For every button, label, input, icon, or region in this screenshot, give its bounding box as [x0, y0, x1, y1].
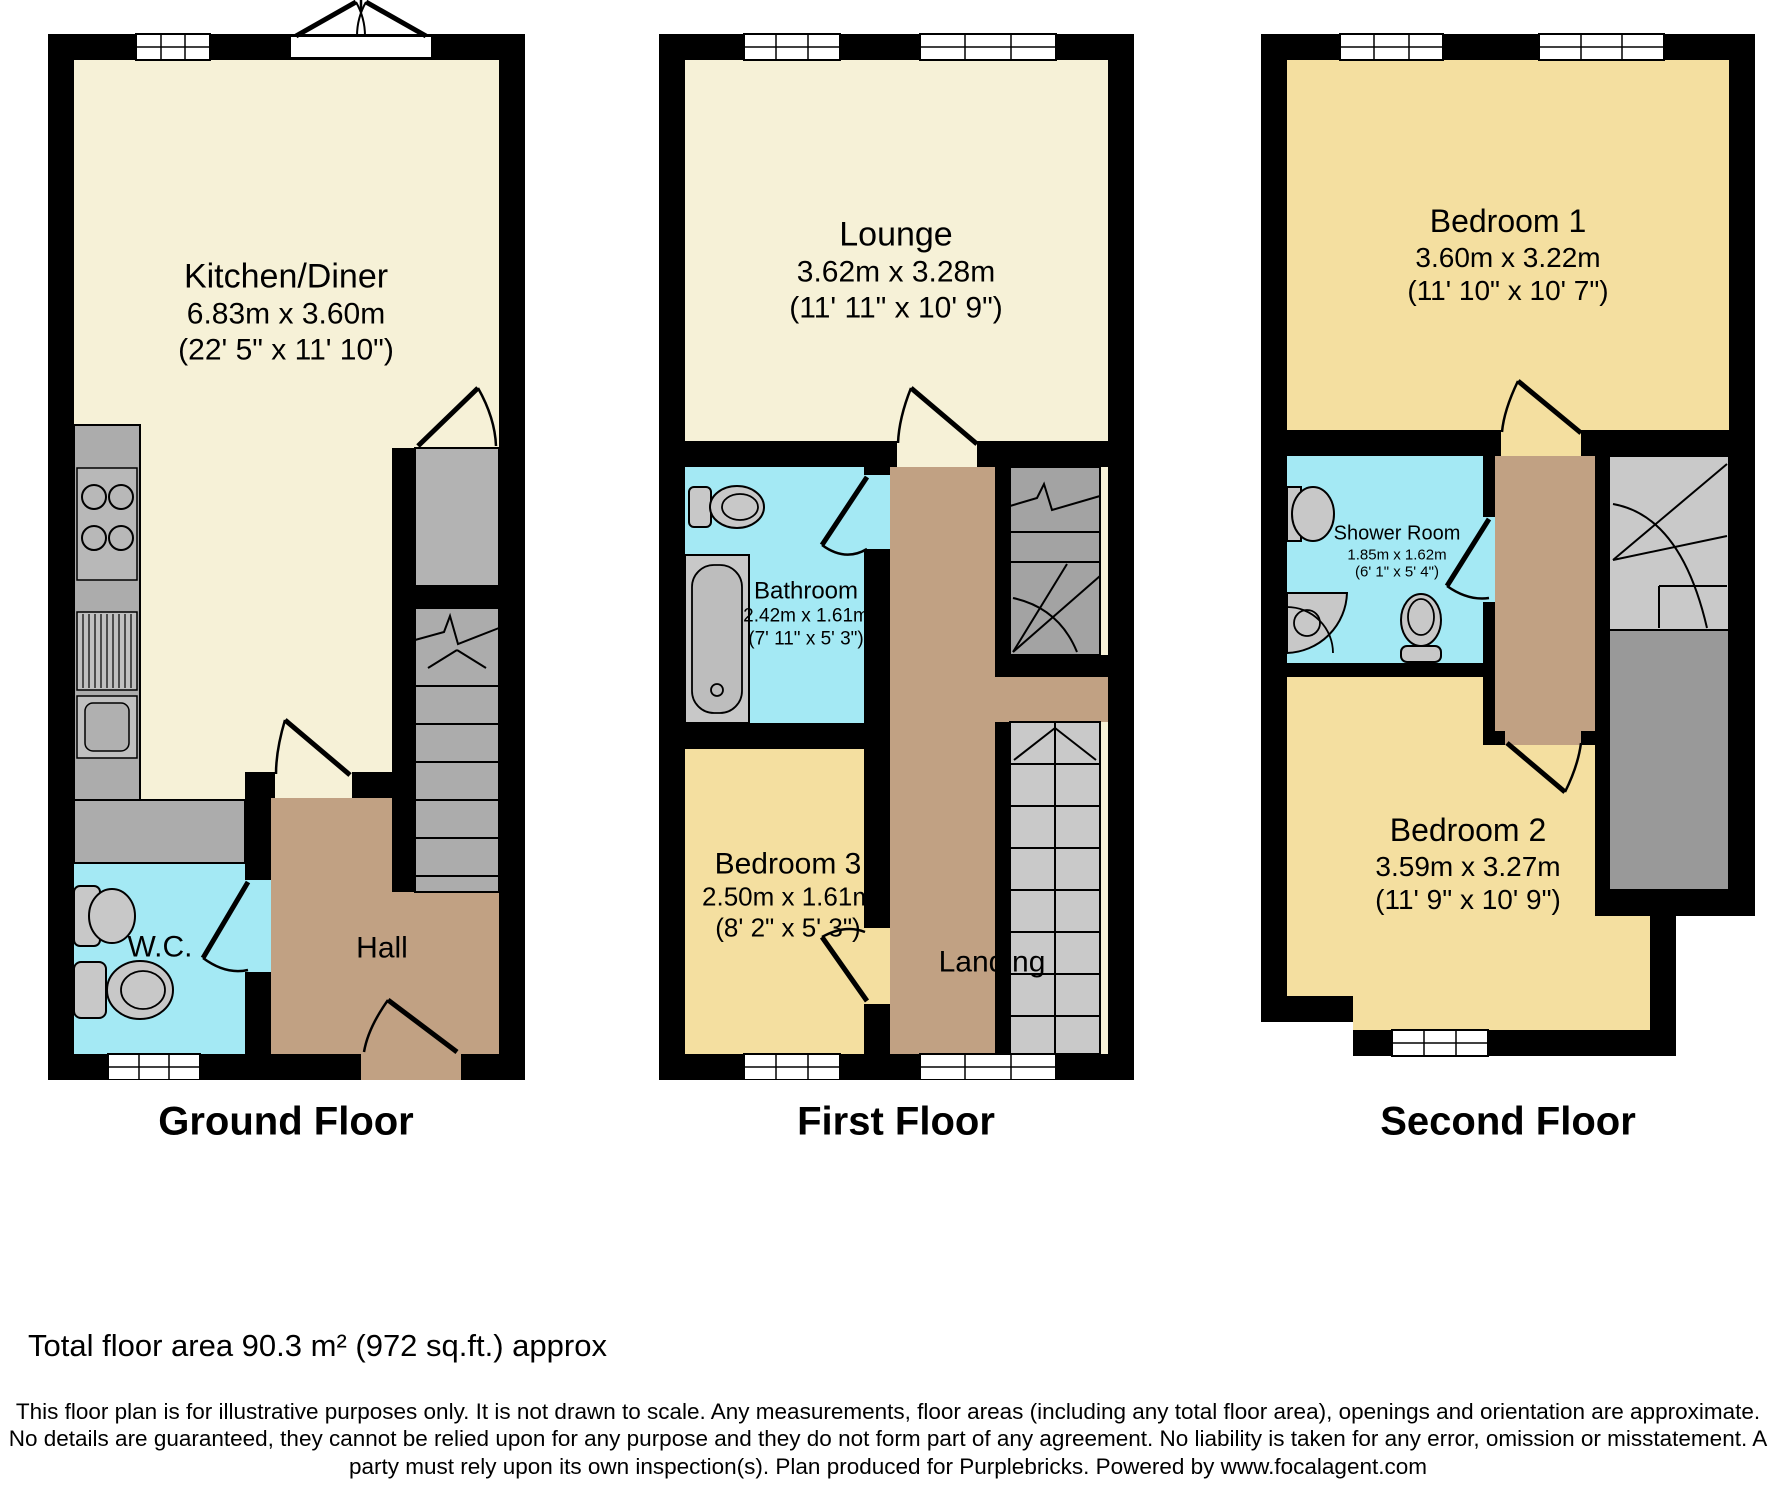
window — [1340, 34, 1443, 60]
window — [920, 1054, 1056, 1080]
total-floor-area: Total floor area 90.3 m² (972 sq.ft.) approx — [28, 1328, 607, 1363]
hob-icon — [77, 468, 137, 580]
ground-floor-title: Ground Floor — [158, 1099, 414, 1144]
sink-icon — [74, 886, 135, 946]
window — [744, 1054, 840, 1080]
stairs-down — [1010, 722, 1100, 1054]
stairs — [1609, 456, 1729, 890]
window — [1392, 1030, 1488, 1056]
kitchen-sink-icon — [77, 612, 137, 758]
shower-room-label: Shower Room 1.85m x 1.62m (6' 1" x 5' 4") — [1333, 522, 1461, 581]
cupboard — [415, 448, 499, 586]
stairs-up — [1010, 467, 1100, 655]
landing-label: Landing — [938, 945, 1046, 979]
bathroom-label: Bathroom 2.42m x 1.61m (7' 11" x 5' 3") — [743, 577, 869, 650]
lounge-label: Lounge 3.62m x 3.28m (11' 11" x 10' 9") — [789, 215, 1003, 325]
stairs — [415, 608, 499, 892]
landing-floor — [1495, 456, 1595, 731]
window — [136, 34, 210, 60]
toilet-icon — [689, 486, 764, 528]
window — [744, 34, 840, 60]
toilet-icon — [74, 961, 173, 1019]
kitchen-diner-label: Kitchen/Diner 6.83m x 3.60m (22' 5" x 11' 10") — [178, 257, 394, 367]
wc-label: W.C. — [127, 930, 193, 964]
bathtub-icon — [685, 555, 749, 723]
stairwell-void — [1609, 630, 1729, 890]
sink-icon — [1287, 487, 1334, 541]
french-doors — [290, 0, 432, 58]
first-floor-title: First Floor — [797, 1099, 995, 1144]
second-floor-title: Second Floor — [1380, 1099, 1636, 1144]
ground-floor-plan — [48, 0, 525, 1080]
window — [108, 1054, 200, 1080]
window — [920, 34, 1056, 60]
window — [1539, 34, 1664, 60]
bedroom2-label: Bedroom 2 3.59m x 3.27m (11' 9" x 10' 9") — [1375, 812, 1561, 915]
hall-label: Hall — [356, 931, 408, 965]
toilet-icon — [1401, 594, 1441, 662]
bedroom1-label: Bedroom 1 3.60m x 3.22m (11' 10" x 10' 7") — [1407, 203, 1609, 306]
disclaimer-text: This floor plan is for illustrative purposes only. It is not drawn to scale. Any measurements, floor areas (including any total floor area), openings and orientation are approximate. No details are guaranteed, they cannot be relied upon for any purpose and they do not form part of any agreement. No liability is taken for any error, omission or misstatement. A party must rely upon its own inspection(s). Plan produced for Purplebricks. Powered by www.focalagent.com — [8, 1399, 1768, 1479]
bedroom3-label: Bedroom 3 2.50m x 1.61m (8' 2" x 5' 3") — [702, 847, 874, 943]
